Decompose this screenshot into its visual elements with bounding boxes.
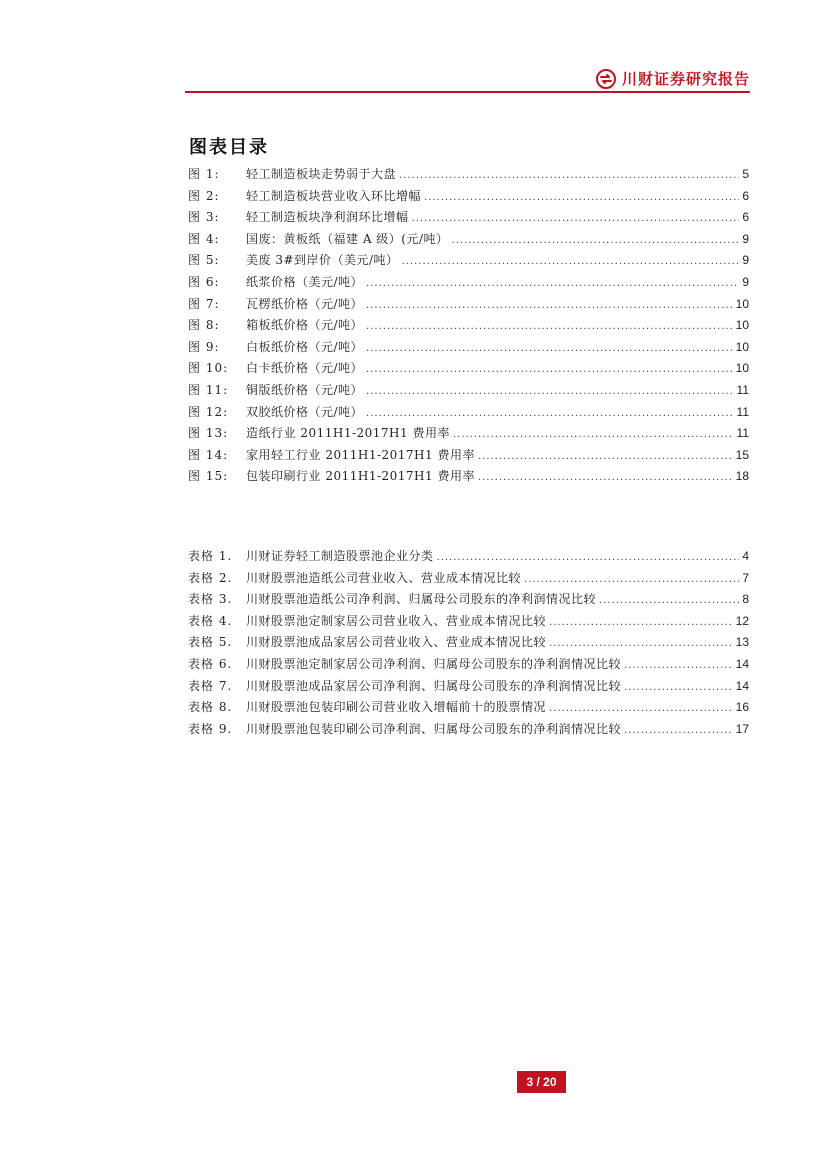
header-rule <box>185 91 750 93</box>
figure-entry[interactable] <box>188 272 749 294</box>
figure-entry-number: 图 4: <box>188 231 220 246</box>
table-entry-page: 17 <box>735 721 749 736</box>
table-entry-page: 4 <box>742 549 749 563</box>
figure-entry-number: 图 2: <box>188 188 220 203</box>
table-entry-title: 川财股票池成品家居公司净利润、归属母公司股东的净利润情况比较 <box>246 678 622 693</box>
dot-leader <box>624 655 733 677</box>
table-entry[interactable] <box>188 589 749 611</box>
dot-leader <box>549 698 733 720</box>
table-entry-number: 表格 5. <box>188 635 233 650</box>
figure-entry-page: 9 <box>742 253 749 268</box>
figure-entry-title: 白板纸价格（元/吨） <box>246 339 364 354</box>
page-header <box>185 66 750 94</box>
figure-entry[interactable] <box>188 466 749 488</box>
dot-leader <box>453 424 734 446</box>
table-entry-page: 12 <box>735 613 749 628</box>
table-entry-number: 表格 1. <box>188 549 233 563</box>
figure-entry-number: 图 5: <box>188 253 220 268</box>
figure-entry-title: 箱板纸价格（元/吨） <box>246 318 364 333</box>
table-entry-page: 16 <box>735 700 749 715</box>
figure-entry[interactable] <box>188 207 749 229</box>
table-list <box>188 546 749 740</box>
figure-entry-page: 10 <box>735 361 749 376</box>
dot-leader <box>366 295 733 317</box>
dot-leader <box>366 273 739 295</box>
figure-entry-page: 10 <box>735 318 749 333</box>
dot-leader <box>478 467 733 489</box>
table-entry-number: 表格 9. <box>188 721 233 736</box>
table-entry[interactable] <box>188 546 749 568</box>
table-entry-number: 表格 6. <box>188 656 233 671</box>
dot-leader <box>437 547 740 569</box>
figure-entry-title: 造纸行业 2011H1-2017H1 费用率 <box>246 426 450 441</box>
figure-entry[interactable] <box>188 423 749 445</box>
table-entry[interactable] <box>188 697 749 719</box>
figure-entry-number: 图 9: <box>188 339 220 354</box>
dot-leader <box>424 187 739 209</box>
figure-list <box>188 164 749 488</box>
figure-entry-title: 双胶纸价格（元/吨） <box>246 404 364 419</box>
table-entry-number: 表格 4. <box>188 613 233 628</box>
figure-entry[interactable] <box>188 358 749 380</box>
table-entry-page: 13 <box>735 635 749 650</box>
dot-leader <box>549 612 733 634</box>
dot-leader <box>399 165 739 187</box>
figure-entry-number: 图 7: <box>188 296 220 311</box>
table-entry-number: 表格 7. <box>188 678 233 693</box>
figure-entry-number: 图 3: <box>188 210 220 225</box>
brand-name: 川财证券研究报告 <box>621 70 750 88</box>
figure-entry-number: 图 10: <box>188 361 229 376</box>
table-entry[interactable] <box>188 632 749 654</box>
figure-entry[interactable] <box>188 186 749 208</box>
figure-entry-title: 轻工制造板块走势弱于大盘 <box>246 167 397 181</box>
figure-entry[interactable] <box>188 164 749 186</box>
dot-leader <box>366 381 733 403</box>
figure-entry-title: 轻工制造板块营业收入环比增幅 <box>246 188 422 203</box>
table-entry-title: 川财股票池定制家居公司营业收入、营业成本情况比较 <box>246 613 547 628</box>
figure-entry-page: 18 <box>735 469 749 484</box>
dot-leader <box>549 633 733 655</box>
dot-leader <box>478 446 733 468</box>
figure-entry[interactable] <box>188 315 749 337</box>
table-entry-page: 14 <box>735 656 749 671</box>
table-entry-number: 表格 3. <box>188 592 233 607</box>
brand <box>596 68 750 89</box>
figure-entry-page: 11 <box>736 404 749 419</box>
table-entry[interactable] <box>188 654 749 676</box>
figure-entry-page: 11 <box>736 426 749 441</box>
table-entry-title: 川财股票池成品家居公司营业收入、营业成本情况比较 <box>246 635 547 650</box>
figure-entry[interactable] <box>188 250 749 272</box>
figure-entry-title: 铜版纸价格（元/吨） <box>246 382 364 397</box>
figure-entry-page: 10 <box>735 339 749 354</box>
figure-entry-page: 9 <box>742 274 749 289</box>
figure-entry-number: 图 1: <box>188 167 220 181</box>
figure-entry-number: 图 15: <box>188 469 229 484</box>
dot-leader <box>366 338 733 360</box>
table-entry-title: 川财股票池包装印刷公司净利润、归属母公司股东的净利润情况比较 <box>246 721 622 736</box>
figure-entry-page: 5 <box>742 167 749 181</box>
table-entry[interactable] <box>188 568 749 590</box>
figure-entry-title: 白卡纸价格（元/吨） <box>246 361 364 376</box>
page-title: 图表目录 <box>189 137 269 158</box>
dot-leader <box>599 590 739 612</box>
figure-entry-page: 6 <box>742 188 749 203</box>
figure-entry-page: 15 <box>735 447 749 462</box>
figure-entry-title: 美废 3#到岸价（美元/吨） <box>246 253 399 268</box>
table-entry-number: 表格 2. <box>188 570 233 585</box>
figure-entry[interactable] <box>188 445 749 467</box>
figure-entry-title: 包装印刷行业 2011H1-2017H1 费用率 <box>246 469 475 484</box>
figure-entry-title: 瓦楞纸价格（元/吨） <box>246 296 364 311</box>
figure-entry-title: 轻工制造板块净利润环比增幅 <box>246 210 409 225</box>
figure-entry-page: 6 <box>742 210 749 225</box>
table-entry[interactable] <box>188 676 749 698</box>
table-entry-title: 川财股票池造纸公司净利润、归属母公司股东的净利润情况比较 <box>246 592 597 607</box>
figure-entry-title: 国废：黄板纸（福建 A 级）(元/吨） <box>246 231 449 246</box>
dot-leader <box>624 677 733 699</box>
table-entry-title: 川财股票池造纸公司营业收入、营业成本情况比较 <box>246 570 522 585</box>
dot-leader <box>402 251 740 273</box>
figure-entry-number: 图 14: <box>188 447 229 462</box>
dot-leader <box>452 230 740 252</box>
table-entry-page: 8 <box>742 592 749 607</box>
table-entry-number: 表格 8. <box>188 700 233 715</box>
dot-leader <box>366 359 733 381</box>
figure-entry[interactable] <box>188 402 749 424</box>
figure-entry-page: 11 <box>736 382 749 397</box>
table-entry-title: 川财证券轻工制造股票池企业分类 <box>246 549 434 563</box>
figure-entry-page: 10 <box>735 296 749 311</box>
figure-entry[interactable] <box>188 229 749 251</box>
dot-leader <box>524 569 739 591</box>
figure-entry-title: 家用轻工行业 2011H1-2017H1 费用率 <box>246 447 475 462</box>
figure-entry-page: 9 <box>742 231 749 246</box>
table-entry-title: 川财股票池包装印刷公司营业收入增幅前十的股票情况 <box>246 700 547 715</box>
table-entry-page: 7 <box>742 570 749 585</box>
page-number: 3 / 20 <box>517 1071 566 1093</box>
dot-leader <box>366 316 733 338</box>
table-entry-page: 14 <box>735 678 749 693</box>
figure-entry[interactable] <box>188 337 749 359</box>
figure-entry[interactable] <box>188 294 749 316</box>
figure-entry-number: 图 6: <box>188 274 220 289</box>
figure-entry-number: 图 13: <box>188 426 229 441</box>
table-entry-title: 川财股票池定制家居公司净利润、归属母公司股东的净利润情况比较 <box>246 656 622 671</box>
table-entry[interactable] <box>188 719 749 741</box>
table-entry[interactable] <box>188 611 749 633</box>
logo-icon <box>596 69 616 89</box>
figure-entry-number: 图 8: <box>188 318 220 333</box>
dot-leader <box>624 720 733 742</box>
figure-entry-number: 图 12: <box>188 404 229 419</box>
dot-leader <box>366 403 733 425</box>
dot-leader <box>412 208 740 230</box>
figure-entry-number: 图 11: <box>188 382 229 397</box>
figure-entry-title: 纸浆价格（美元/吨） <box>246 274 364 289</box>
figure-entry[interactable] <box>188 380 749 402</box>
